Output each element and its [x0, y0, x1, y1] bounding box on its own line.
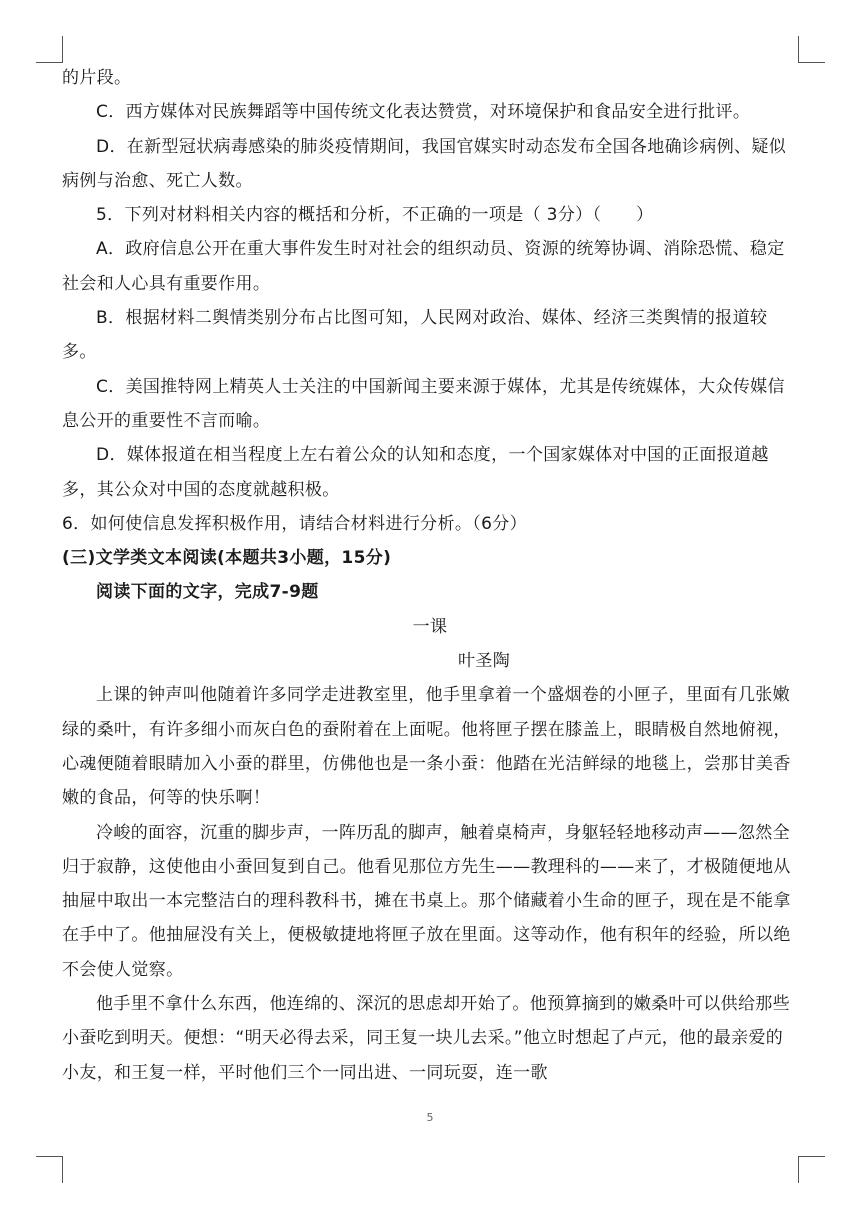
page-content [62, 61, 798, 1090]
crop-mark-top-left [36, 36, 63, 63]
question-5: 5．下列对材料相关内容的概括和分析，不正确的一项是（ 3分）（ ） [96, 205, 654, 226]
option-a-q5: A．政府信息公开在重大事件发生时对社会的组织动员、资源的统筹协调、消除恐慌、稳定社会和人心具有重要作用。 [62, 239, 785, 294]
option-b-q5: B．根据材料二舆情类别分布占比图可知，人民网对政治、媒体、经济三类舆情的报道较多。 [62, 308, 768, 363]
option-c-q5: C．美国推特网上精英人士关注的中国新闻主要来源于媒体，尤其是传统媒体，大众传媒信息公开的重要性不言而喻。 [62, 376, 785, 431]
story-paragraph-3: 他手里不拿什么东西，他连绵的、深沉的思虑却开始了。他预算摘到的嫩桑叶可以供给那些小蚕吃到明天。便想：“明天必得去采，同王复一块儿去采。”他立时想起了卢元，他的最亲爱的小友，和王复一样，平时他们三个一同出进、一同玩耍，连一歌 [62, 994, 790, 1083]
crop-mark-top-right [798, 36, 825, 63]
crop-mark-bottom-right [798, 1156, 825, 1183]
story-title: 一课 [412, 616, 448, 637]
section-heading: (三)文学类文本阅读(本题共3小题，15分) [62, 548, 392, 569]
section-instruction: 阅读下面的文字，完成7-9题 [96, 582, 319, 603]
story-paragraph-1: 上课的钟声叫他随着许多同学走进教室里，他手里拿着一个盛烟卷的小匣子，里面有几张嫩绿的桑叶，有许多细小而灰白色的蚕附着在上面呢。他将匣子摆在膝盖上，眼睛极自然地俯视，心魂便随着眼睛加入小蚕的群里，仿佛他也是一条小蚕：他踏在光洁鲜绿的地毯上，尝那甘美香嫩的食品，何等的快乐啊！ [62, 685, 791, 809]
option-c-q4: C．西方媒体对民族舞蹈等中国传统文化表达赞赏，对环境保护和食品安全进行批评。 [96, 102, 751, 123]
story-author: 叶圣陶 [458, 651, 511, 672]
option-d-q5: D．媒体报道在相当程度上左右着公众的认知和态度，一个国家媒体对中国的正面报道越多，其公众对中国的态度就越积极。 [62, 445, 769, 500]
crop-mark-bottom-left [36, 1156, 63, 1183]
question-6: 6．如何使信息发挥积极作用，请结合材料进行分析。（6分） [62, 513, 527, 534]
page-number: 5 [426, 1111, 434, 1124]
paragraph-continuation: 的片段。 [62, 68, 132, 88]
story-paragraph-2: 冷峻的面容，沉重的脚步声，一阵历乱的脚声，触着桌椅声，身躯轻轻地移动声——忽然全归于寂静，这使他由小蚕回复到自己。他看见那位方先生——教理科的——来了，才极随便地从抽屉中取出一本完整洁白的理科教科书，摊在书桌上。那个储藏着小生命的匣子，现在是不能拿在手中了。他抽屉没有关上，便极敏捷地将匣子放在里面。这等动作，他有积年的经验，所以绝不会使人觉察。 [62, 822, 791, 980]
option-d-q4: D．在新型冠状病毒感染的肺炎疫情期间，我国官媒实时动态发布全国各地确诊病例、疑似病例与治愈、死亡人数。 [62, 136, 787, 191]
